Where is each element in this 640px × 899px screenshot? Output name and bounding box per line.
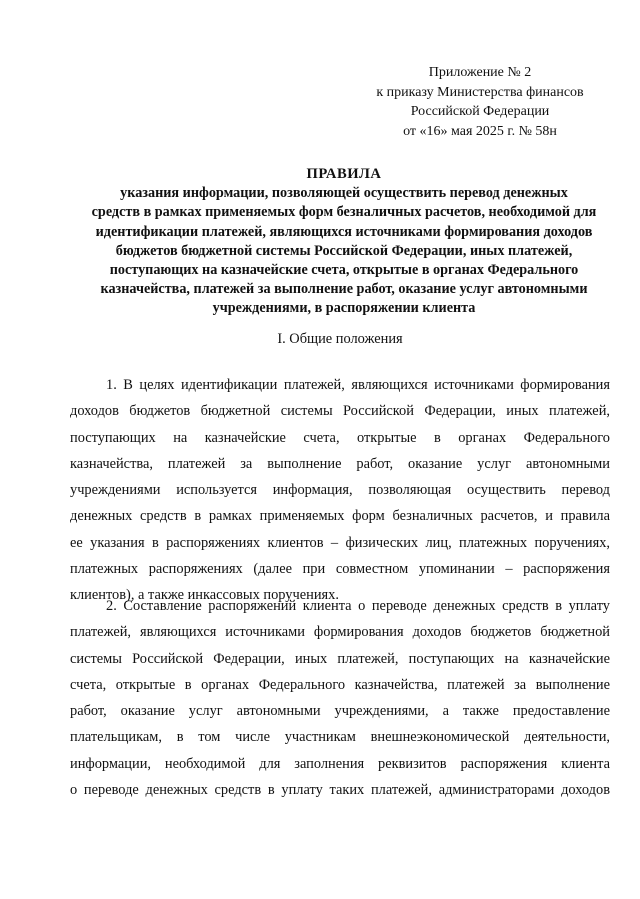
paragraph-line: клиентов), а также инкассовых поручениях. [70,587,339,604]
paragraph-line: информации, необходимой для заполнения реквизитов распоряжения клиента [70,755,610,772]
paragraph-line: учреждениями используется информация, позволяющая осуществить перевод [70,482,610,499]
heading-line: поступающих на казначейские счета, открытые в органах Федерального [109,262,579,279]
paragraph-line: поступающих на казначейские счета, открытые в органах Федерального [70,429,610,446]
heading-line: средств в рамках применяемых форм безналичных расчетов, необходимой для [91,204,597,221]
appendix-order-ref: к приказу Министерства финансов [376,84,584,100]
paragraph-1 [70,372,610,609]
appendix-date: от «16» мая 2025 г. № 58н [403,123,557,139]
appendix-number: Приложение № 2 [428,65,532,80]
heading-line: указания информации, позволяющей осуществить перевод денежных [120,185,568,202]
section-title: I. Общие положения [277,331,403,347]
paragraph-2 [70,593,610,803]
heading-line: бюджетов бюджетной системы Российской Федерации, иных платежей, [115,242,573,259]
paragraph-line: 2. Составление распоряжений клиента о переводе денежных средств в уплату [106,598,610,614]
paragraph-line: 1. В целях идентификации платежей, являющихся источниками формирования [106,377,610,393]
paragraph-line: ее указания в распоряжениях клиентов – физических лиц, платежных поручениях, [70,534,610,551]
heading-line: казначейства, платежей за выполнение работ, оказание услуг автономными [100,281,588,298]
paragraph-line: платежных распоряжениях (далее при совместном упоминании – распоряжения [70,561,610,578]
paragraph-line: казначейства, платежей за выполнение работ, оказание услуг автономными [70,455,610,472]
paragraph-line: платежей, являющихся источниками формирования доходов бюджетов бюджетной [70,624,610,641]
paragraph-line: доходов бюджетов бюджетной системы Российской Федерации, иных платежей, [70,403,610,420]
paragraph-line: о переводе денежных средств в уплату таких платежей, администраторами доходов [70,782,610,799]
paragraph-line: плательщикам, в том числе участникам внешнеэкономической деятельности, [70,729,610,746]
document-heading [78,165,610,319]
appendix-header [355,63,605,141]
paragraph-line: счета, открытые в органах Федерального казначейства, платежей за выполнение [70,676,610,693]
heading-line: учреждениями, в распоряжении клиента [212,300,476,317]
paragraph-line: денежных средств в рамках применяемых форм безналичных расчетов, и правила [70,508,610,525]
heading-line: идентификации платежей, являющихся источниками формирования доходов [95,223,593,240]
document-title: ПРАВИЛА [306,166,382,182]
paragraph-line: работ, оказание услуг автономными учреждениями, а также предоставление [70,703,610,720]
paragraph-line: системы Российской Федерации, иных платежей, поступающих на казначейские [70,650,610,667]
appendix-country: Российской Федерации [410,104,550,119]
